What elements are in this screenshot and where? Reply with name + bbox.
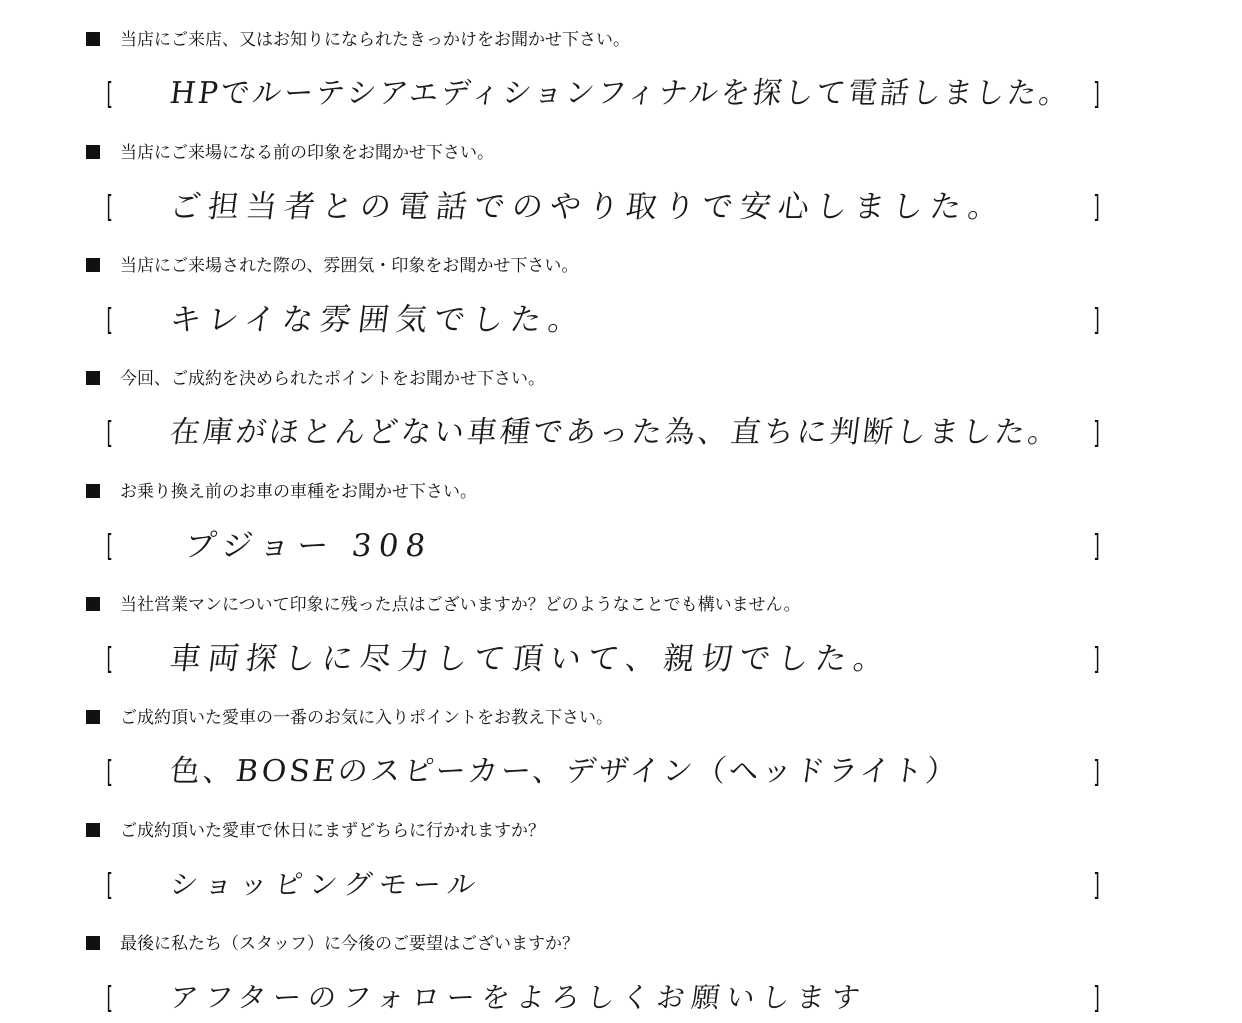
close-bracket: ] (1092, 642, 1102, 677)
square-bullet-icon (86, 32, 100, 46)
answer-9: アフターのフォローをよろしくお願いします (168, 981, 869, 1014)
question-1 (86, 30, 630, 50)
qa-item-3 (0, 226, 1242, 339)
question-9 (86, 934, 579, 954)
open-bracket: [ (104, 303, 114, 338)
qa-item-9 (0, 904, 1242, 1017)
question-6 (86, 595, 801, 615)
square-bullet-icon (86, 371, 100, 385)
close-bracket: ] (1092, 755, 1102, 790)
qa-item-8 (0, 791, 1242, 904)
square-bullet-icon (86, 710, 100, 724)
close-bracket: ] (1092, 416, 1102, 451)
answer-7: 色、BOSEのスピーカー、デザイン（ヘッドライト） (167, 754, 961, 789)
question-text: 当社営業マンについて印象に残った点はございますか？どのようなことでも構いません。 (120, 595, 801, 615)
open-bracket: [ (104, 981, 114, 1016)
open-bracket: [ (104, 190, 114, 225)
qa-item-7 (0, 678, 1242, 791)
close-bracket: ] (1092, 529, 1102, 564)
question-text: 最後に私たち（スタッフ）に今後のご要望はございますか？ (120, 934, 579, 954)
question-text: 当店にご来場になる前の印象をお聞かせ下さい。 (120, 143, 494, 163)
answer-1: HPでルーテシアエディションフィナルを探して電話しました。 (167, 76, 1073, 111)
close-bracket: ] (1092, 981, 1102, 1016)
square-bullet-icon (86, 145, 100, 159)
question-2 (86, 143, 494, 163)
qa-item-2 (0, 113, 1242, 226)
question-5 (86, 482, 477, 502)
qa-item-1 (0, 0, 1242, 113)
answer-8: ショッピングモール (168, 868, 485, 901)
answer-2: ご担当者との電話でのやり取りで安心しました。 (167, 189, 1009, 225)
question-text: 当店にご来店、又はお知りになられたきっかけをお聞かせ下さい。 (120, 30, 630, 50)
question-8 (86, 821, 545, 841)
square-bullet-icon (86, 258, 100, 272)
answer-6: 車両探しに尽力して頂いて、親切でした。 (167, 641, 894, 677)
square-bullet-icon (86, 484, 100, 498)
qa-item-6 (0, 565, 1242, 678)
open-bracket: [ (104, 77, 114, 112)
question-text: ご成約頂いた愛車の一番のお気に入りポイントをお教え下さい。 (120, 708, 613, 728)
open-bracket: [ (104, 642, 114, 677)
close-bracket: ] (1092, 77, 1102, 112)
answer-4: 在庫がほとんどない車種であった為、直ちに判断しました。 (167, 415, 1063, 450)
open-bracket: [ (104, 755, 114, 790)
question-4 (86, 369, 545, 389)
question-text: 当店にご来場された際の、雰囲気・印象をお聞かせ下さい。 (120, 256, 579, 276)
question-text: 今回、ご成約を決められたポイントをお聞かせ下さい。 (120, 369, 545, 389)
square-bullet-icon (86, 823, 100, 837)
question-text: ご成約頂いた愛車で休日にまずどちらに行かれますか？ (120, 821, 545, 841)
answer-5: プジョー 308 (182, 528, 435, 564)
close-bracket: ] (1092, 868, 1102, 903)
answer-3: キレイな雰囲気でした。 (167, 302, 589, 338)
open-bracket: [ (104, 416, 114, 451)
open-bracket: [ (104, 529, 114, 564)
question-7 (86, 708, 613, 728)
square-bullet-icon (86, 597, 100, 611)
qa-item-4 (0, 339, 1242, 452)
open-bracket: [ (104, 868, 114, 903)
close-bracket: ] (1092, 303, 1102, 338)
question-text: お乗り換え前のお車の車種をお聞かせ下さい。 (120, 482, 477, 502)
square-bullet-icon (86, 936, 100, 950)
close-bracket: ] (1092, 190, 1102, 225)
qa-item-5 (0, 452, 1242, 565)
question-3 (86, 256, 578, 276)
